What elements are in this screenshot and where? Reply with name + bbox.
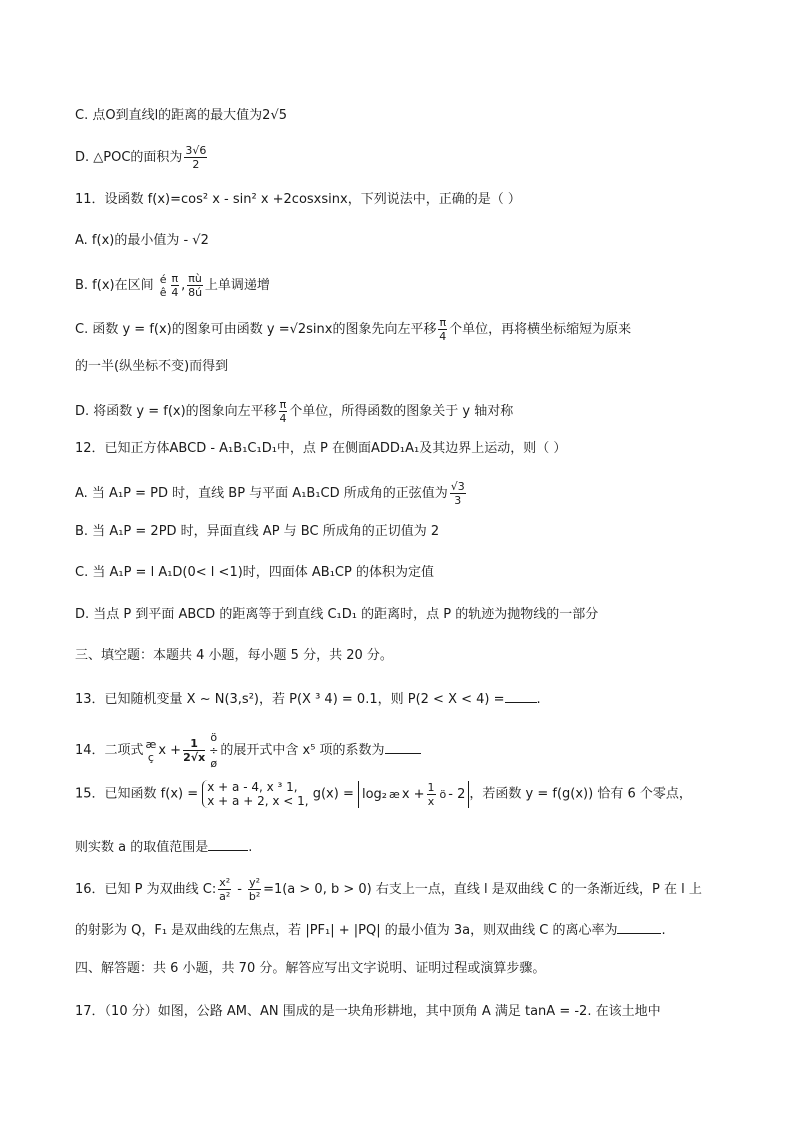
fraction-numerator: π — [279, 398, 287, 411]
q15-abs-expression — [358, 781, 469, 808]
q16-end: . — [661, 923, 666, 938]
fraction-numerator: y² — [249, 876, 261, 889]
fraction-numerator: πù — [188, 272, 202, 285]
q16-fraction-x — [218, 876, 231, 903]
q15-piecewise — [202, 780, 308, 808]
section-4-heading: 四、解答题：共 6 小题，共 70 分。解答应写出文字说明、证明过程或演算步骤。 — [75, 961, 546, 976]
q16 — [75, 876, 702, 903]
fraction-denominator: 8ú — [188, 286, 203, 299]
q11-option-b-suffix: 上单调递增 — [204, 278, 270, 293]
q14-fraction — [183, 737, 205, 764]
q11-option-c — [75, 316, 631, 343]
q14-answer-blank[interactable] — [385, 739, 421, 754]
fraction-denominator: x — [427, 794, 435, 808]
bracket-top: é — [159, 272, 167, 286]
q15-continued — [75, 836, 252, 858]
q10-option-c: C. 点O到直线l的距离的最大值为2√5 — [75, 108, 288, 123]
q12-option-c: C. 当 A₁P = l A₁D(0< l <1)时，四面体 AB₁CP 的体积为定值 — [75, 565, 434, 580]
paren: ö — [439, 787, 447, 801]
paren-bottom: ç — [147, 750, 154, 764]
q15-prefix: 15．已知函数 f(x) = — [75, 786, 199, 802]
q17: 17．（10 分）如图，公路 AM、AN 围成的是一块角形耕地，其中顶角 A 满足 tanA = -2. 在该土地中 — [75, 1004, 661, 1019]
q11-option-c-part2: 个单位，再将横坐标缩短为原来 — [449, 322, 632, 337]
q11-option-c-continued: 的一半(纵坐标不变)而得到 — [75, 359, 229, 374]
section-3-heading: 三、填空题：本题共 4 小题，每小题 5 分，共 20 分。 — [75, 648, 393, 663]
fraction-numerator: x² — [219, 876, 231, 889]
q11-option-d-part2: 个单位，所得函数的图象关于 y 轴对称 — [289, 404, 514, 419]
q11-option-d-fraction — [279, 398, 288, 425]
q14 — [75, 731, 421, 770]
q11-stem: 11．设函数 f(x)=cos² x - sin² x +2cosxsinx，下列说法中，正确的是（ ） — [75, 192, 521, 207]
q16-line2: 的射影为 Q，F₁ 是双曲线的左焦点，若 |PF₁| + |PQ| 的最小值为 3a，则双曲线 C 的离心率为 — [75, 923, 618, 938]
q12-option-a-text: A. 当 A₁P = PD 时，直线 BP 与平面 A₁B₁CD 所成角的正弦值为 — [75, 486, 448, 501]
q10-option-d — [75, 144, 209, 171]
fraction-numerator: 1 — [427, 780, 435, 794]
fraction-denominator: 4 — [171, 286, 179, 299]
q10-option-d-prefix: D. △POC的面积为 — [75, 150, 183, 165]
q11-option-c-fraction — [438, 316, 447, 343]
q14-prefix: 14．二项式 — [75, 743, 144, 758]
q13-end: . — [536, 692, 541, 707]
q16-prefix: 16．已知 P 为双曲线 C: — [75, 882, 217, 897]
q12-option-b: B. 当 A₁P = 2PD 时，异面直线 AP 与 BC 所成角的正切值为 2 — [75, 524, 440, 539]
fraction-denominator: 3 — [454, 494, 462, 507]
q13 — [75, 688, 541, 710]
q11-option-c-part1: C. 函数 y = f(x)的图象可由函数 y =√2sinx的图象先向左平移 — [75, 322, 437, 337]
q15-minus-two: - 2 — [448, 786, 466, 802]
piecewise-case-2: x + a + 2, x < 1, — [207, 794, 309, 808]
fraction-numerator: π — [171, 272, 179, 285]
q12-option-a — [75, 480, 468, 507]
q11-option-b-bracket — [160, 273, 167, 299]
fraction-denominator: 4 — [439, 330, 447, 343]
q16-minus: - — [233, 882, 247, 897]
q15 — [75, 780, 692, 808]
q11-option-b-fraction-a — [171, 272, 180, 299]
q15-inner-x: x + — [401, 786, 425, 802]
q14-paren-right — [209, 731, 218, 770]
q16-fraction-y — [248, 876, 261, 903]
q12-option-a-fraction — [450, 480, 466, 507]
q16-rest: =1(a > 0, b > 0) 右支上一点，直线 l 是双曲线 C 的一条渐近线，P 在 l 上 — [263, 882, 702, 897]
q13-answer-blank[interactable] — [505, 688, 537, 703]
bracket-bottom: ê — [159, 285, 167, 299]
q15-answer-blank[interactable] — [208, 836, 248, 851]
q14-x: x + — [158, 743, 182, 758]
paren-top: ö — [210, 731, 218, 744]
q12-stem: 12．已知正方体ABCD - A₁B₁C₁D₁中，点 P 在侧面ADD₁A₁及其边界上运动，则（ ） — [75, 441, 567, 456]
q12-option-d: D. 当点 P 到平面 ABCD 的距离等于到直线 C₁D₁ 的距离时，点 P 的轨迹为抛物线的一部分 — [75, 607, 599, 622]
q16-continued — [75, 919, 666, 941]
q15-inner-paren-left — [389, 788, 400, 801]
q10-option-d-fraction — [184, 144, 207, 171]
q11-option-d — [75, 398, 513, 425]
fraction-denominator: 4 — [279, 412, 287, 425]
q15-g: g(x) = — [308, 786, 354, 802]
q15-inner-paren-right — [440, 788, 447, 801]
q11-option-a: A. f(x)的最小值为 - √2 — [75, 233, 209, 248]
q13-text: 13．已知随机变量 X ~ N(3,s²)，若 P(X ³ 4) = 0.1，则 P(2 < X < 4) = — [75, 692, 505, 707]
fraction-denominator: 2√x — [183, 751, 206, 764]
fraction-numerator: 3√6 — [185, 144, 207, 157]
paren-mid: ÷ — [209, 744, 219, 757]
q11-option-d-part1: D. 将函数 y = f(x)的图象向左平移 — [75, 404, 277, 419]
q15-line2: 则实数 a 的取值范围是 — [75, 840, 209, 855]
fraction-denominator: a² — [219, 890, 231, 903]
fraction-numerator: π — [439, 316, 447, 329]
paren-top: æ — [145, 737, 157, 751]
q14-suffix: 的展开式中含 x⁵ 项的系数为 — [220, 743, 385, 758]
paren: æ — [389, 787, 400, 801]
q16-answer-blank[interactable] — [617, 919, 661, 934]
fraction-numerator: √3 — [450, 480, 465, 493]
q15-inner-fraction — [427, 781, 436, 808]
q11-option-b-fraction-b — [187, 272, 203, 299]
q11-option-b-prefix: B. f(x)在区间 — [75, 278, 154, 293]
fraction-denominator: b² — [248, 890, 261, 903]
q14-paren-left — [146, 738, 157, 764]
q11-option-b: B. f(x)在区间 é ê $\frac{\pi}{4}$ , $\frac{\pi ù}{8ú}$ 上单调递增 — [75, 272, 270, 299]
piecewise-case-1: x + a - 4, x ³ 1, — [207, 780, 298, 794]
q15-end: . — [248, 840, 253, 855]
paren-bottom: ø — [210, 757, 218, 770]
fraction-denominator: 2 — [192, 158, 200, 171]
q15-log: log₂ — [361, 786, 388, 802]
q15-suffix: ，若函数 y = f(g(x)) 恰有 6 个零点， — [469, 786, 692, 802]
fraction-numerator: 1 — [183, 737, 205, 751]
